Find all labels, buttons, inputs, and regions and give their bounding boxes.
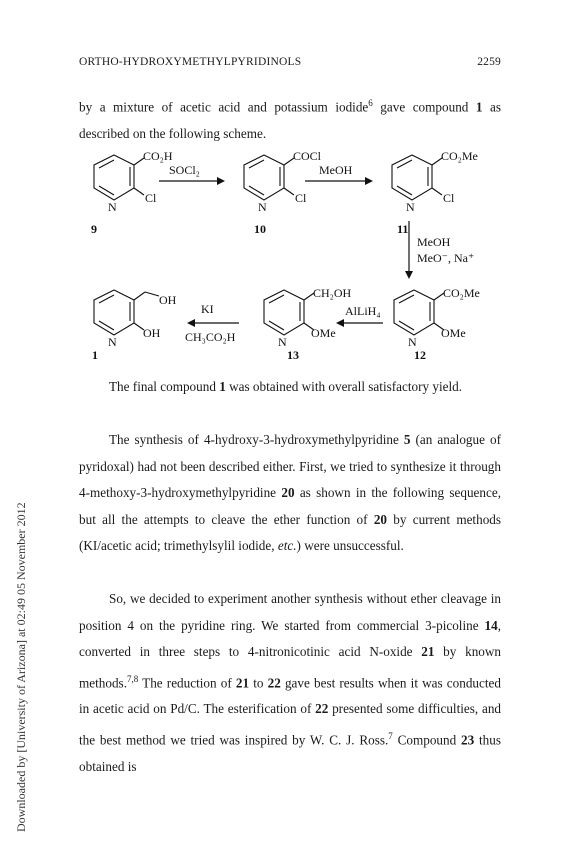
reagent-ki: KI bbox=[201, 302, 214, 316]
compound-10-structure bbox=[244, 149, 322, 236]
download-watermark: Downloaded by [University of Arizona] at 02:49 05 November 2012 bbox=[14, 502, 28, 832]
compound-13-label: 13 bbox=[287, 348, 299, 362]
chloro-label: Cl bbox=[295, 191, 307, 205]
compound-10-substituent: COCl bbox=[293, 149, 322, 163]
compound-9-substituent: CO₂H bbox=[143, 149, 173, 163]
ring-n-label: N bbox=[406, 200, 415, 214]
chloro-label: Cl bbox=[443, 191, 455, 205]
compound-9-label: 9 bbox=[91, 222, 97, 236]
compound-12-structure bbox=[394, 286, 480, 362]
intro-paragraph: by a mixture of acetic acid and potassium iodide$^6$ gave compound 1 as described on the following scheme. bbox=[79, 98, 501, 141]
chloro-label: Cl bbox=[145, 191, 157, 205]
reaction-scheme bbox=[79, 145, 509, 375]
ring-n-label: N bbox=[108, 335, 117, 349]
methoxy-label: OMe bbox=[441, 326, 466, 340]
compound-11-structure bbox=[392, 149, 478, 236]
page-number: 2259 bbox=[477, 56, 501, 68]
ring-n-label: N bbox=[258, 200, 267, 214]
compound-10-label: 10 bbox=[254, 222, 266, 236]
ring-n-label: N bbox=[108, 200, 117, 214]
compound-13-substituent: CH₂OH bbox=[313, 286, 352, 300]
reagent-meoh-2: MeOH bbox=[417, 235, 451, 249]
compound-1-structure bbox=[92, 290, 177, 362]
paragraph-final-compound: The final compound 1 was obtained with overall satisfactory yield. bbox=[109, 379, 463, 394]
compound-9-structure bbox=[91, 149, 173, 236]
ring-n-label: N bbox=[408, 335, 417, 349]
compound-12-label: 12 bbox=[414, 348, 426, 362]
ring-n-label: N bbox=[278, 335, 287, 349]
reagent-meo-na: MeO⁻, Na⁺ bbox=[417, 251, 475, 265]
reagent-meoh: MeOH bbox=[319, 163, 353, 177]
reagent-ch3co2h: CH₃CO₂H bbox=[185, 330, 236, 344]
compound-12-substituent: CO₂Me bbox=[443, 286, 480, 300]
hydroxy-label: OH bbox=[143, 326, 161, 340]
reagent-alih4: AlLiH₄ bbox=[345, 304, 381, 318]
compound-11-substituent: CO₂Me bbox=[441, 149, 478, 163]
reagent-socl2: SOCl₂ bbox=[169, 163, 200, 177]
compound-1-substituent: OH bbox=[159, 293, 177, 307]
compound-1-label: 1 bbox=[92, 348, 98, 362]
methoxy-label: OMe bbox=[311, 326, 336, 340]
paragraph-new-route: So, we decided to experiment another synthesis without ether cleavage in position 4 on the pyridine ring. We started from commercial 3-picoline 14, converted in three steps to 4-nitronicotinic acid N-oxide 21 by known methods.$^{7,8}$ The reduction of 21 to 22 gave best results when it was conducted in acetic acid on Pd/C. The esterification of 22 presented some difficulties, and the best method we tried was inspired by W. C. J. Ross.$^7$ Compound 23 thus obtained is bbox=[79, 591, 502, 774]
paragraph-synthesis-attempt: The synthesis of 4-hydroxy-3-hydroxymethylpyridine 5 (an analogue of pyridoxal) had not been described either. First, we tried to synthesize it through 4-methoxy-3-hydroxymethylpyridine 20 as shown in the following sequence, but all the attempts to cleave the ether function of 20 by current methods (KI/acetic acid; trimethylsylil iodide, etc.) were unsuccessful. bbox=[79, 432, 502, 553]
compound-11-label: 11 bbox=[397, 222, 409, 236]
running-title: ORTHO-HYDROXYMETHYLPYRIDINOLS bbox=[79, 56, 302, 68]
